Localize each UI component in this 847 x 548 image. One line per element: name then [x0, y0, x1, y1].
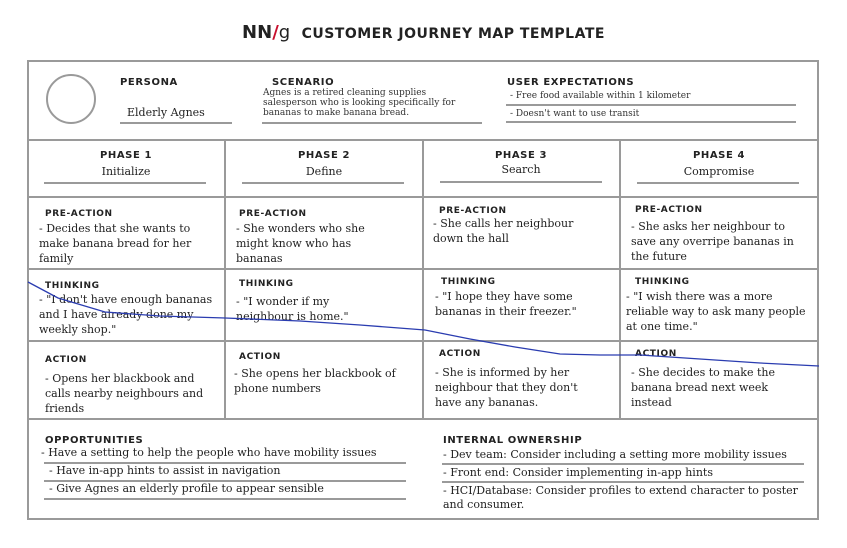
- opportunities-label: OPPORTUNITIES: [45, 435, 144, 446]
- expectations-label: USER EXPECTATIONS: [507, 77, 635, 88]
- action-label: ACTION: [239, 352, 281, 362]
- opportunity-item: - Give Agnes an elderly profile to appear sensible: [49, 482, 324, 495]
- scenario-label: SCENARIO: [272, 77, 335, 88]
- phase-3-label: PHASE 3: [494, 150, 548, 161]
- thinking-cell-2: - "I wonder if my neighbour is home.": [236, 295, 349, 323]
- action-cell-2: - She opens her blackbook of phone numbers: [234, 367, 396, 395]
- phase-4-label: PHASE 4: [692, 150, 746, 161]
- opportunity-item: - Have in-app hints to assist in navigation: [49, 464, 281, 477]
- phase-4-name: Compromise: [683, 165, 755, 178]
- thinking-label: THINKING: [441, 277, 496, 287]
- phase-2-label: PHASE 2: [297, 150, 351, 161]
- ownership-label: INTERNAL OWNERSHIP: [443, 435, 583, 446]
- thinking-cell-1: - "I don't have enough bananas and I have already done my weekly shop.": [39, 293, 213, 336]
- preaction-label: PRE-ACTION: [439, 206, 507, 216]
- phase-1-name: Initialize: [101, 165, 151, 178]
- preaction-label: PRE-ACTION: [45, 209, 113, 219]
- action-label: ACTION: [45, 355, 87, 365]
- ownership-item: - HCI/Database: Consider profiles to extend character to poster and consumer.: [443, 484, 798, 511]
- action-cell-3: - She is informed by her neighbour that they don't have any bananas.: [435, 366, 578, 409]
- preaction-label: PRE-ACTION: [635, 205, 703, 215]
- preaction-cell-3: - She calls her neighbour down the hall: [433, 217, 574, 245]
- opportunity-item: - Have a setting to help the people who have mobility issues: [41, 446, 377, 459]
- action-label: ACTION: [439, 349, 481, 359]
- phase-2-name: Define: [305, 165, 343, 178]
- logo-slash: /: [272, 22, 279, 43]
- thinking-label: THINKING: [45, 281, 100, 291]
- logo-nn: NN: [242, 22, 273, 43]
- preaction-label: PRE-ACTION: [239, 209, 307, 219]
- preaction-cell-4: - She asks her neighbour to save any overripe bananas in the future: [631, 220, 794, 263]
- expectation-item: - Free food available within 1 kilometer: [510, 91, 691, 101]
- preaction-cell-2: - She wonders who she might know who has bananas: [236, 222, 365, 265]
- logo-g: g: [278, 22, 291, 43]
- annotation-line: [28, 282, 819, 366]
- ownership-item: - Dev team: Consider including a setting more mobility issues: [443, 448, 787, 461]
- thinking-cell-3: - "I hope they have some bananas in their freezer.": [435, 290, 577, 318]
- thinking-label: THINKING: [239, 279, 294, 289]
- scenario-text: Agnes is a retired cleaning supplies salesperson who is looking specifically for bananas to make banana bread.: [263, 88, 456, 118]
- thinking-label: THINKING: [635, 277, 690, 287]
- expectation-item: - Doesn't want to use transit: [510, 109, 640, 119]
- action-cell-1: - Opens her blackbook and calls nearby neighbours and friends: [45, 372, 204, 415]
- action-label: ACTION: [635, 349, 677, 359]
- thinking-cell-4: - "I wish there was a more reliable way to ask many people at one time.": [626, 290, 806, 333]
- phase-1-label: PHASE 1: [99, 150, 153, 161]
- preaction-cell-1: - Decides that she wants to make banana bread for her family: [39, 222, 192, 265]
- ownership-item: - Front end: Consider implementing in-app hints: [443, 466, 713, 479]
- persona-label: PERSONA: [120, 77, 178, 88]
- phase-3-name: Search: [501, 163, 541, 176]
- template-title: CUSTOMER JOURNEY MAP TEMPLATE: [301, 26, 605, 42]
- persona-name: Elderly Agnes: [127, 106, 205, 119]
- action-cell-4: - She decides to make the banana bread next week instead: [631, 366, 775, 409]
